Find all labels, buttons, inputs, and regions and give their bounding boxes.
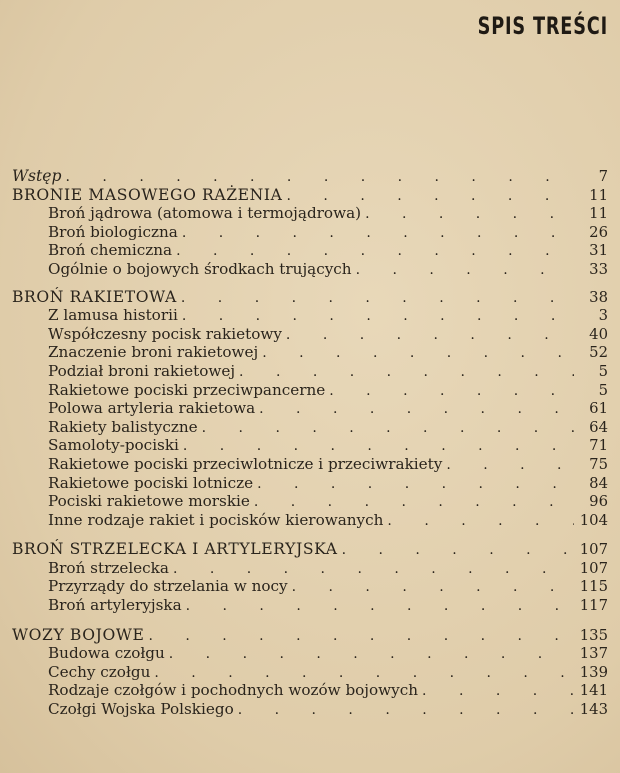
toc-entry [12, 644, 608, 663]
toc-entry-label: Przyrządy do strzelania w nocy [48, 577, 288, 596]
page-title: SPIS TREŚCI [477, 12, 608, 40]
leader-dots [176, 242, 574, 261]
toc-page-number: 84 [589, 474, 608, 492]
toc-entry [12, 343, 608, 362]
toc-section-label: BROŃ RAKIETOWA [12, 287, 177, 306]
toc-entry-label: Pociski rakietowe morskie [48, 492, 250, 511]
toc-entry [12, 418, 608, 437]
leader-dots [422, 682, 574, 701]
leader-dots [182, 224, 574, 243]
toc-entry [12, 700, 608, 719]
toc-page-number: 26 [589, 223, 608, 241]
toc-entry-label: Znaczenie broni rakietowej [48, 343, 259, 362]
toc-page-number: 141 [579, 682, 608, 700]
leader-dots [183, 437, 574, 456]
toc-entry [12, 577, 608, 596]
leader-dots [286, 326, 574, 345]
toc-page-number: 33 [589, 260, 608, 278]
leader-dots [66, 168, 574, 187]
toc-section-label: WOZY BOJOWE [12, 625, 145, 644]
leader-dots [292, 578, 574, 597]
toc-section-heading [12, 540, 608, 559]
toc-entry [12, 241, 608, 260]
toc-entry [12, 204, 608, 223]
toc-page-number: 107 [579, 559, 608, 577]
toc-entry-label: Wstęp [12, 167, 62, 185]
toc-entry-label: Broń jądrowa (atomowa i termojądrowa) [48, 204, 362, 223]
toc-entry-label: Z lamusa historii [48, 306, 178, 325]
leader-dots [329, 382, 574, 401]
toc-page-number: 135 [579, 626, 608, 644]
leader-dots [287, 187, 574, 206]
toc-page-number: 7 [598, 168, 608, 185]
toc-entry-label: Ogólnie o bojowych środkach trujących [48, 259, 352, 278]
toc-entry [12, 511, 608, 530]
leader-dots [365, 205, 574, 224]
toc-entry-label: Rakiety balistyczne [48, 417, 198, 436]
toc-page-number: 137 [579, 645, 608, 663]
leader-dots [262, 344, 574, 363]
toc-entry [12, 399, 608, 418]
toc-section-heading [12, 186, 608, 205]
toc-page-number: 61 [589, 400, 608, 418]
toc-entry [12, 381, 608, 400]
leader-dots [148, 627, 574, 646]
toc-page-number: 40 [589, 325, 608, 343]
leader-dots [356, 261, 574, 280]
toc-page-number: 5 [598, 381, 608, 399]
toc-entry [12, 663, 608, 682]
toc-page-number: 5 [598, 362, 608, 380]
toc-page-number: 38 [589, 288, 608, 306]
toc-entry-label: Cechy czołgu [48, 662, 151, 681]
leader-dots [186, 597, 574, 616]
toc-entry-label: Broń chemiczna [48, 241, 173, 260]
section-spacer [12, 279, 608, 288]
toc-entry-label: Polowa artyleria rakietowa [48, 399, 256, 418]
toc-entry [12, 492, 608, 511]
toc-page-number: 11 [589, 205, 608, 223]
toc-entry-label: Broń strzelecka [48, 558, 169, 577]
toc-page-number: 64 [589, 418, 608, 436]
toc-entry-label: Inne rodzaje rakiet i pocisków kierowanych [48, 510, 384, 529]
toc-page-number: 31 [589, 242, 608, 260]
toc-page-number: 117 [579, 597, 608, 615]
leader-dots [342, 541, 574, 560]
leader-dots [446, 456, 574, 475]
toc-entry [12, 681, 608, 700]
leader-dots [259, 400, 574, 419]
toc-entry-label: Budowa czołgu [48, 644, 165, 663]
toc-entry-label: Rakietowe pociski przeciwlotnicze i przeciwrakiety [48, 454, 443, 473]
toc-entry-label: Rakietowe pociski lotnicze [48, 473, 254, 492]
leader-dots [154, 664, 574, 683]
leader-dots [254, 493, 574, 512]
leader-dots [182, 307, 574, 326]
leader-dots [238, 701, 574, 720]
toc-page-number: 139 [579, 663, 608, 681]
toc-entry [12, 436, 608, 455]
table-of-contents [12, 167, 608, 719]
toc-entry-label: Broń biologiczna [48, 222, 178, 241]
toc-entry [12, 306, 608, 325]
toc-entry [12, 325, 608, 344]
toc-entry-label: Współczesny pocisk rakietowy [48, 324, 282, 343]
toc-page-number: 75 [589, 455, 608, 473]
toc-entry [12, 474, 608, 493]
toc-page-number: 52 [589, 344, 608, 362]
leader-dots [181, 289, 574, 308]
toc-entry [12, 455, 608, 474]
toc-entry [12, 223, 608, 242]
leader-dots [169, 645, 574, 664]
toc-page-number: 71 [589, 437, 608, 455]
toc-entry-label: Broń artyleryjska [48, 596, 182, 615]
toc-entry [12, 260, 608, 279]
toc-page-number: 107 [579, 541, 608, 559]
toc-entry-intro [12, 167, 608, 186]
toc-entry-label: Samoloty-pociski [48, 436, 179, 455]
toc-entry-label: Podział broni rakietowej [48, 361, 236, 380]
toc-page-number: 11 [589, 186, 608, 204]
section-spacer [12, 529, 608, 540]
toc-page-number: 3 [598, 307, 608, 325]
toc-entry-label: Rodzaje czołgów i pochodnych wozów bojowych [48, 681, 419, 700]
section-spacer [12, 615, 608, 626]
leader-dots [387, 512, 574, 531]
toc-entry-label: Rakietowe pociski przeciwpancerne [48, 380, 326, 399]
toc-page-number: 96 [589, 493, 608, 511]
leader-dots [173, 560, 574, 579]
toc-page-number: 143 [579, 701, 608, 719]
toc-entry [12, 559, 608, 578]
toc-section-label: BRONIE MASOWEGO RAŻENIA [12, 185, 283, 204]
toc-section-label: BROŃ STRZELECKA I ARTYLERYJSKA [12, 540, 338, 559]
leader-dots [202, 419, 574, 438]
toc-section-heading [12, 288, 608, 307]
toc-page-number: 115 [579, 578, 608, 596]
toc-entry [12, 362, 608, 381]
leader-dots [257, 475, 574, 494]
toc-entry [12, 596, 608, 615]
toc-section-heading [12, 626, 608, 645]
toc-entry-label: Czołgi Wojska Polskiego [48, 700, 234, 719]
toc-page-number: 104 [579, 511, 608, 529]
leader-dots [239, 363, 574, 382]
